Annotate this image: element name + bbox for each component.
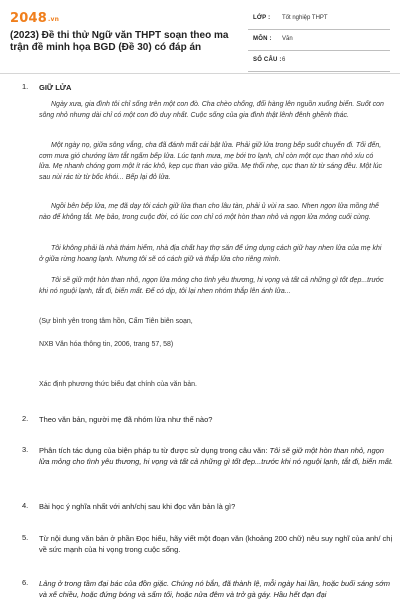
question-number: 1. xyxy=(22,82,29,91)
meta-table xyxy=(248,9,390,72)
publisher-line: NXB Văn hóa thông tin, 2006, trang 57, 58) xyxy=(39,341,174,348)
passage-paragraph: Tôi không phải là nhà thám hiểm, nhà địa chất hay thợ săn để ứng dụng cách giữ hay nhen lửa của mẹ khi ở giữa rừng hoang lạnh. Nhưng tôi sẽ có cách giữ và thắp lửa cho riêng mình. xyxy=(39,245,382,263)
question-number: 4. xyxy=(22,501,29,510)
logo-text: 2048 xyxy=(10,11,47,26)
question-number: 2. xyxy=(22,414,29,423)
question-text: Từ nội dung văn bản ở phần Đọc hiểu, hãy viết một đoạn văn (khoảng 200 chữ) nêu suy nghĩ của anh/ chị về sức mạnh của hi vọng trong cuộc sống. xyxy=(39,534,393,554)
meta-value: Tốt nghiệp THPT xyxy=(282,15,328,21)
question-number: 3. xyxy=(22,445,29,454)
header-divider xyxy=(0,73,400,74)
header xyxy=(0,0,400,74)
question-text: Lảng ở trong tầm đại bác của đồn giặc. Chúng nó bắn, đã thành lệ, mỗi ngày hai lần, hoặc buổi sáng sớm và xế chiều, hoặc đứng bóng và sẩm tối, hoặc nửa đêm và trở gà gáy. Hầu hết đạn đại xyxy=(39,579,390,599)
meta-value: 6 xyxy=(282,57,286,63)
document-title: (2023) Đề thi thử Ngữ văn THPT soạn theo ma trận đề minh họa BGD (Đề 30) có đáp án xyxy=(10,30,229,53)
meta-row-class xyxy=(248,9,390,30)
passage-title: GIỮ LỬA xyxy=(39,83,72,92)
meta-row-question-count xyxy=(248,51,390,72)
meta-value: Văn xyxy=(282,36,293,42)
passage-paragraph: Tôi sẽ giữ một hòn than nhỏ, ngọn lửa mỏng cho tình yêu thương, hi vọng và tất cả những gì tốt đẹp...trước khi nó nguội lạnh, tắt đi, biến mất. Để có dịp, tôi lại nhen nhóm thắp lên ánh lửa... xyxy=(39,277,384,295)
question-quote: Tôi sẽ giữ một hòn than nhỏ, ngọn lửa mỏng cho tình yêu thương, hi vọng và tất cả những gì tốt đẹp...trước khi nó nguội lạnh, tắt đi, biến mất. xyxy=(39,446,394,466)
passage-paragraph: Một ngày nọ, giữa sông vắng, cha đã đánh mất cái bật lửa. Phải giữ lửa trong bếp suốt chuyến đi. Tối đến, cơm mưa gió chướng làm tắt ngấm bếp lửa. Lúc tạnh mưa, mẹ bới tro lạnh, chỉ còn một cục than nhỏ xíu có lửa. Mẹ nhanh chóng gom một ít rác khô, kẹp cục than vào giữa. Mẹ thổi nhẹ, cục than từ từ sáng đều. Một lúc sau nùi rác từ từ bốc khói... Bếp lại đỏ lửa. xyxy=(39,142,383,181)
meta-label: SỐ CÂU : xyxy=(253,57,282,63)
meta-label: LỚP : xyxy=(253,15,271,21)
passage-paragraph: Ngồi bên bếp lửa, mẹ đã dạy tôi cách giữ lửa than cho lâu tàn, phải ủ vùi ra sao. Nhen ngọn lửa mồng thế nào để không tắt. Mẹ bảo, trong cuộc đời, có lúc con chỉ có một hòn than nhỏ và ngọn lửa mỏng cuối cùng. xyxy=(39,203,379,221)
question-lead: Phân tích tác dụng của biện pháp tu từ được sử dụng trong câu văn: xyxy=(39,446,270,455)
question-text xyxy=(39,445,394,467)
question-number: 6. xyxy=(22,578,29,587)
meta-label: MÔN : xyxy=(253,36,272,42)
site-logo[interactable] xyxy=(10,11,59,26)
question-1-prompt: Xác định phương thức biểu đạt chính của văn bản. xyxy=(39,381,197,388)
source-line: (Sự bình yên trong tâm hồn, Cẩm Tiên biên soạn, xyxy=(39,318,193,325)
passage-paragraph: Ngày xưa, gia đình tôi chỉ sống trên một con đò. Cha chèo chống, đổi hàng lên nguồn xuống biển. Suốt con sông nhỏ nhưng dài chỉ có một con đò duy nhất. Cuộc sống của gia đình thật lênh đênh ghềnh thác. xyxy=(39,101,384,119)
question-text: Bài học ý nghĩa nhất với anh/chị sau khi đọc văn bản là gì? xyxy=(39,502,236,511)
logo-suffix: .vn xyxy=(47,16,60,23)
question-number: 5. xyxy=(22,533,29,542)
meta-row-subject xyxy=(248,30,390,51)
question-text: Theo văn bản, người mẹ đã nhóm lửa như thế nào? xyxy=(39,415,213,424)
